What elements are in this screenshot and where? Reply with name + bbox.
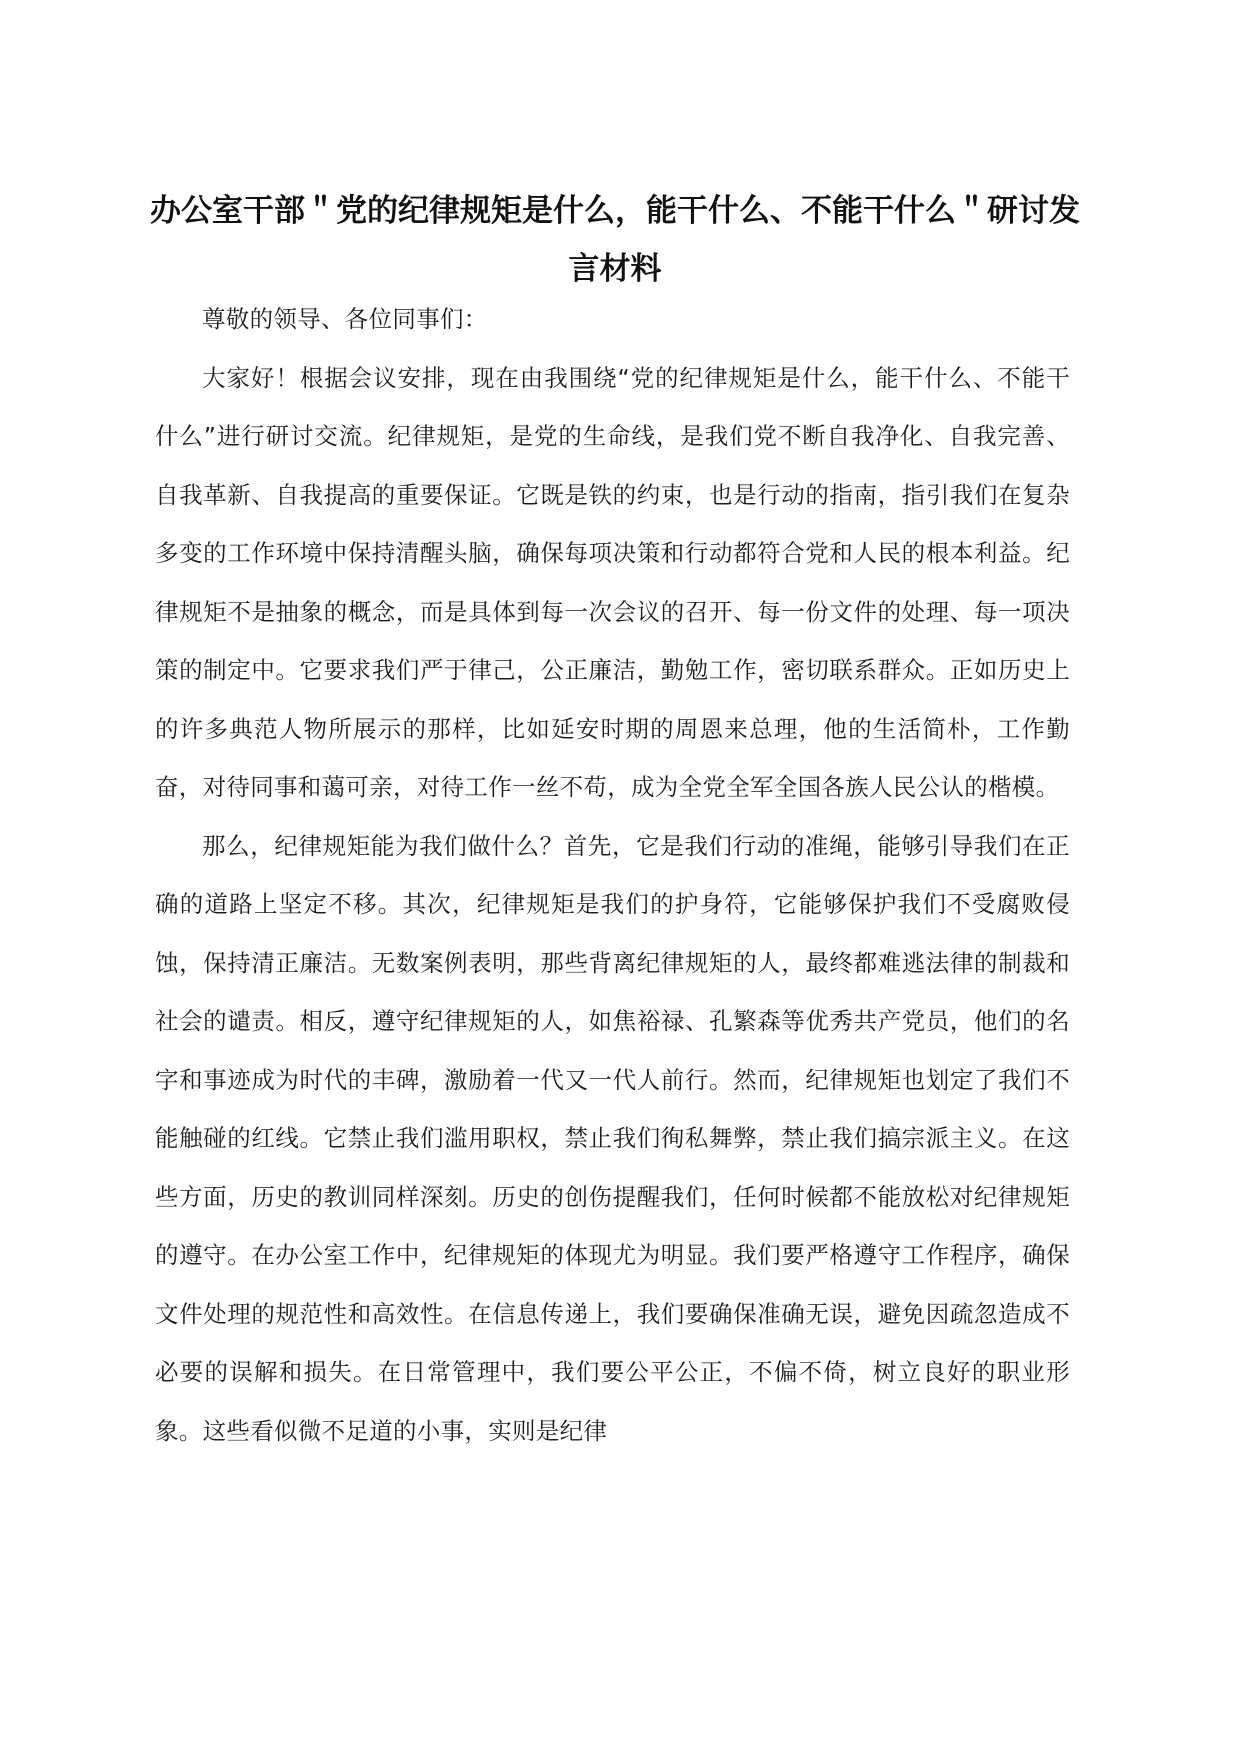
- body-paragraph: 大家好！根据会议安排，现在由我围绕“党的纪律规矩是什么，能干什么、不能干什么”进行研讨交流。纪律规矩，是党的生命线，是我们党不断自我净化、自我完善、自我革新、自我提高的重要保证。它既是铁的约束，也是行动的指南，指引我们在复杂多变的工作环境中保持清醒头脑，确保每项决策和行动都符合党和人民的根本利益。纪律规矩不是抽象的概念，而是具体到每一次会议的召开、每一份文件的处理、每一项决策的制定中。它要求我们严于律己，公正廉洁，勤勉工作，密切联系群众。正如历史上的许多典范人物所展示的那样，比如延安时期的周恩来总理，他的生活简朴，工作勤奋，对待同事和蔼可亲，对待工作一丝不苟，成为全党全军全国各族人民公认的楷模。: [155, 363, 1070, 801]
- body-paragraph: 那么，纪律规矩能为我们做什么？首先，它是我们行动的准绳，能够引导我们在正确的道路上坚定不移。其次，纪律规矩是我们的护身符，它能够保护我们不受腐败侵蚀，保持清正廉洁。无数案例表明，那些背离纪律规矩的人，最终都难逃法律的制裁和社会的谴责。相反，遵守纪律规矩的人，如焦裕禄、孔繁森等优秀共产党员，他们的名字和事迹成为时代的丰碑，激励着一代又一代人前行。然而，纪律规矩也划定了我们不能触碰的红线。它禁止我们滥用职权，禁止我们徇私舞弊，禁止我们搞宗派主义。在这些方面，历史的教训同样深刻。历史的创伤提醒我们，任何时候都不能放松对纪律规矩的遵守。在办公室工作中，纪律规矩的体现尤为明显。我们要严格遵守工作程序，确保文件处理的规范性和高效性。在信息传递上，我们要确保准确无误，避免因疏忽造成不必要的误解和损失。在日常管理中，我们要公平公正，不偏不倚，树立良好的职业形象。这些看似微不足道的小事，实则是纪律: [155, 831, 1070, 1445]
- document-title: 办公室干部＂党的纪律规矩是什么，能干什么、不能干什么＂研讨发言材料: [150, 193, 1080, 287]
- document-body: [155, 290, 1070, 1460]
- salutation-paragraph: 尊敬的领导、各位同事们：: [202, 305, 488, 333]
